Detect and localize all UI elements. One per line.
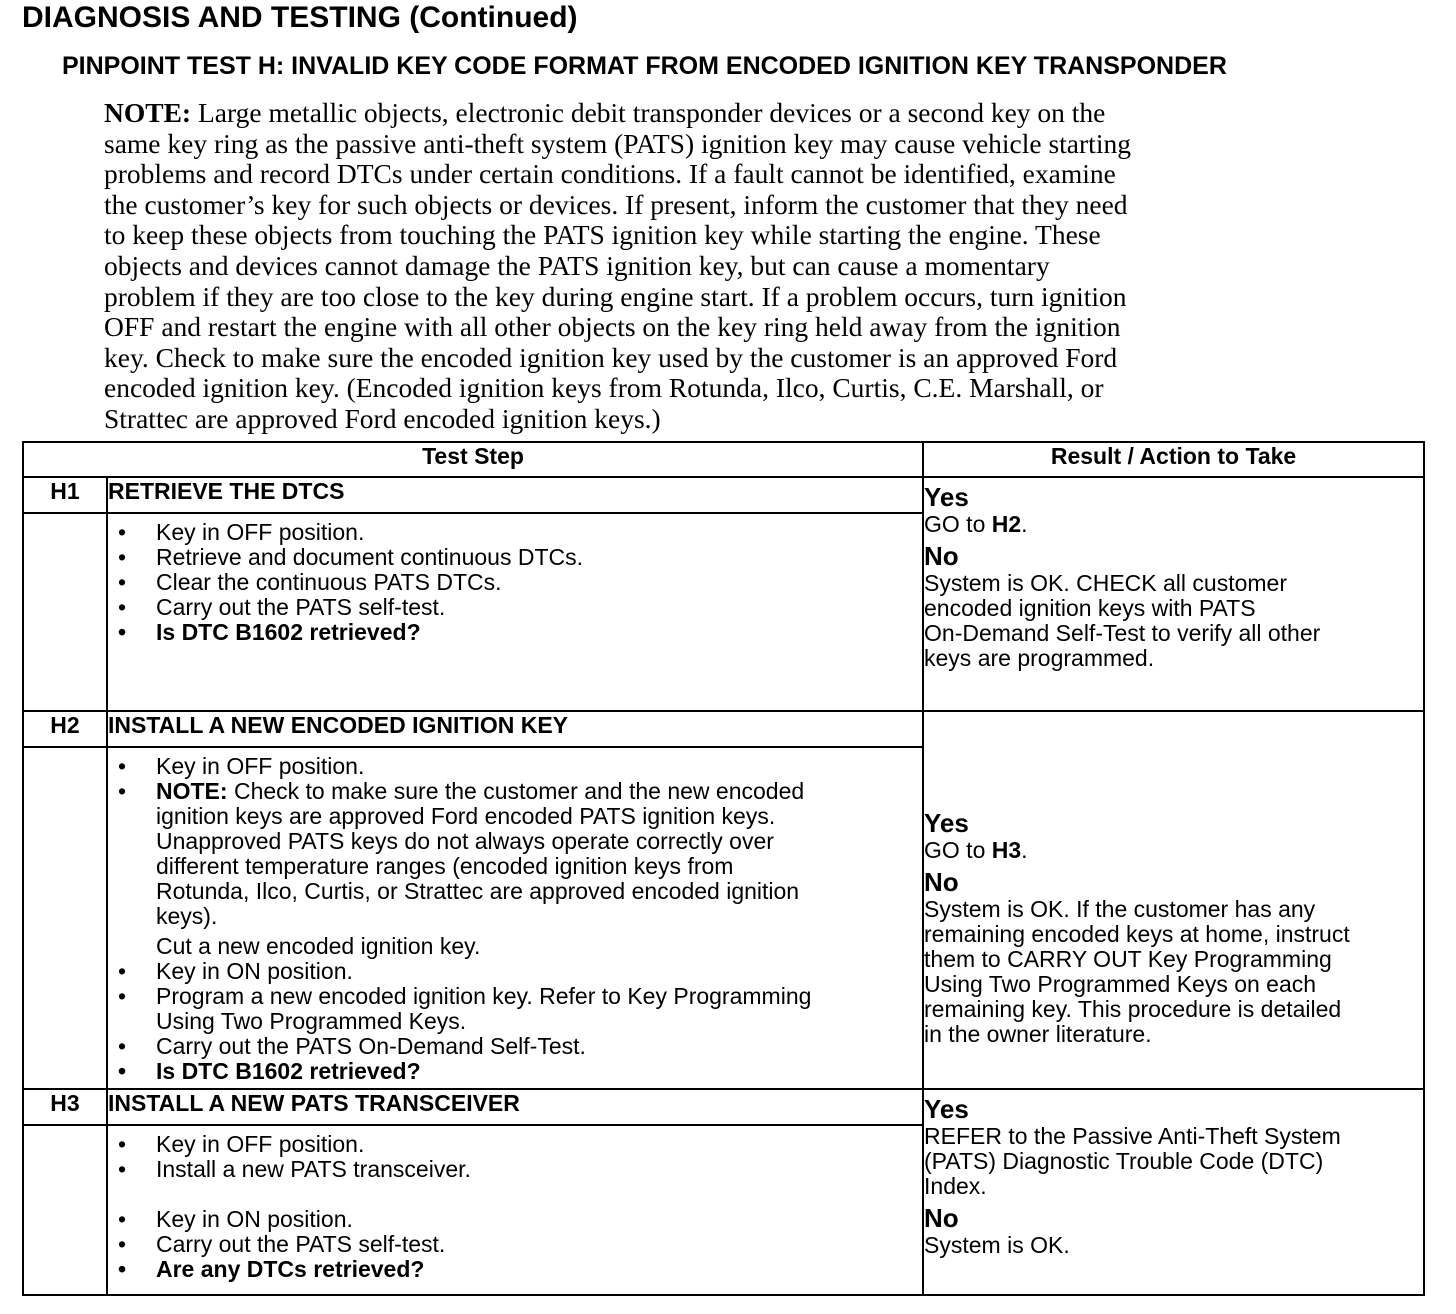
list-item: • Carry out the PATS self-test. <box>108 595 922 620</box>
step-id: H1 <box>23 477 107 513</box>
yes-label: Yes <box>924 482 969 512</box>
page-title: DIAGNOSIS AND TESTING (Continued) <box>22 1 578 34</box>
list-item: • Carry out the PATS self-test. <box>108 1232 922 1257</box>
step-h2-title-row <box>23 711 1424 747</box>
no-label: No <box>924 867 959 897</box>
no-action: System is OK. <box>924 1232 1070 1258</box>
step-h2-instructions <box>107 747 923 1089</box>
note-line: problem if they are too close to the key during engine start. If a problem occurs, turn ignition <box>104 280 1127 312</box>
step-id: H3 <box>23 1089 107 1125</box>
list-item-question: • Is DTC B1602 retrieved? <box>108 1059 922 1084</box>
step-h3-instructions <box>107 1125 923 1295</box>
yes-action-text: GO to <box>924 511 992 537</box>
list-spacer <box>108 1182 922 1207</box>
step-h3-result <box>923 1089 1424 1295</box>
step-h1-title-row <box>23 477 1424 513</box>
list-item: • Clear the continuous PATS DTCs. <box>108 570 922 595</box>
yes-suffix: . <box>1021 511 1028 537</box>
note-line: Strattec are approved Ford encoded ignition keys.) <box>104 402 661 434</box>
no-action: System is OK. CHECK all customer encoded ignition keys with PATS On-Demand Self-Test to verify all other keys are programmed. <box>924 570 1321 671</box>
column-header-test-step: Test Step <box>23 442 923 477</box>
instruction-list <box>108 748 922 1088</box>
yes-action <box>924 512 1423 537</box>
step-id-spacer <box>23 747 107 1089</box>
list-item: • Retrieve and document continuous DTCs. <box>108 545 922 570</box>
step-h1-instructions <box>107 513 923 711</box>
list-item-note <box>108 779 922 929</box>
note-line: to keep these objects from touching the PATS ignition key while starting the engine. These <box>104 219 1101 251</box>
step-name: INSTALL A NEW PATS TRANSCEIVER <box>107 1089 923 1125</box>
note-line: encoded ignition key. (Encoded ignition keys from Rotunda, Ilco, Curtis, C.E. Marshall, or <box>104 372 1104 404</box>
table-header-row <box>23 442 1424 477</box>
note-text: Large metallic objects, electronic debit transponder devices or a second key on the <box>191 97 1106 128</box>
instruction-list <box>108 514 922 649</box>
yes-action-text: GO to <box>924 837 992 863</box>
yes-suffix: . <box>1021 837 1028 863</box>
note-line: key. Check to make sure the encoded ignition key used by the customer is an approved Ford <box>104 341 1118 373</box>
pinpoint-test-title: PINPOINT TEST H: INVALID KEY CODE FORMAT FROM ENCODED IGNITION KEY TRANSPONDER <box>62 52 1227 80</box>
note-text: Check to make sure the customer and the new encoded ignition keys are approved Ford encoded PATS ignition keys. Unapproved PATS keys do not always operate correctly over different temperature ranges (encoded ignition keys from Rotunda, Ilco, Curtis, or Strattec are approved encoded ignition keys). <box>156 778 805 929</box>
list-item: • Key in OFF position. <box>108 754 922 779</box>
note-line: same key ring as the passive anti-theft system (PATS) ignition key may cause vehicle starting <box>104 127 1131 159</box>
list-item: • Carry out the PATS On-Demand Self-Test. <box>108 1034 922 1059</box>
note-line: objects and devices cannot damage the PATS ignition key, but can cause a momentary <box>104 249 1050 281</box>
list-item: • Key in OFF position. <box>108 1132 922 1157</box>
list-item: Cut a new encoded ignition key. <box>156 933 481 959</box>
step-id-spacer <box>23 1125 107 1295</box>
step-h2-result <box>923 711 1424 1089</box>
list-item-question: • Are any DTCs retrieved? <box>108 1257 922 1282</box>
step-h3-title-row <box>23 1089 1424 1125</box>
yes-action: REFER to the Passive Anti-Theft System (PATS) Diagnostic Trouble Code (DTC) Index. <box>924 1123 1341 1199</box>
list-item: • Program a new encoded ignition key. Refer to Key Programming Using Two Programmed Keys. <box>108 984 922 1034</box>
yes-label: Yes <box>924 1094 969 1124</box>
list-item: • Key in OFF position. <box>108 520 922 545</box>
no-action: System is OK. If the customer has any remaining encoded keys at home, instruct them to CARRY OUT Key Programming Using Two Programmed Keys on each remaining key. This procedure is detailed in the owner literature. <box>924 896 1350 1047</box>
note-line <box>104 98 1314 129</box>
step-h1-result <box>923 477 1424 711</box>
note-paragraph <box>104 98 1314 435</box>
note-label: NOTE: <box>104 97 192 128</box>
yes-target: H2 <box>991 511 1022 537</box>
no-label: No <box>924 541 959 571</box>
step-id-spacer <box>23 513 107 711</box>
note-line: problems and record DTCs under certain conditions. If a fault cannot be identified, examine <box>104 158 1116 190</box>
no-label: No <box>924 1203 959 1233</box>
instruction-list <box>108 1126 922 1286</box>
step-name: RETRIEVE THE DTCS <box>107 477 923 513</box>
yes-action <box>924 838 1423 863</box>
list-item: • Key in ON position. <box>108 959 922 984</box>
note-line: OFF and restart the engine with all other objects on the key ring held away from the ignition <box>104 311 1121 343</box>
list-item: • Key in ON position. <box>108 1207 922 1232</box>
list-item: • Install a new PATS transceiver. <box>108 1157 922 1182</box>
step-id: H2 <box>23 711 107 747</box>
column-header-result: Result / Action to Take <box>923 442 1424 477</box>
yes-label: Yes <box>924 808 969 838</box>
note-line: the customer’s key for such objects or devices. If present, inform the customer that they need <box>104 188 1128 220</box>
step-name: INSTALL A NEW ENCODED IGNITION KEY <box>107 711 923 747</box>
yes-target: H3 <box>991 837 1022 863</box>
note-label: NOTE: <box>156 778 228 804</box>
list-item-question: • Is DTC B1602 retrieved? <box>108 620 922 645</box>
pinpoint-test-table <box>22 441 1425 1296</box>
